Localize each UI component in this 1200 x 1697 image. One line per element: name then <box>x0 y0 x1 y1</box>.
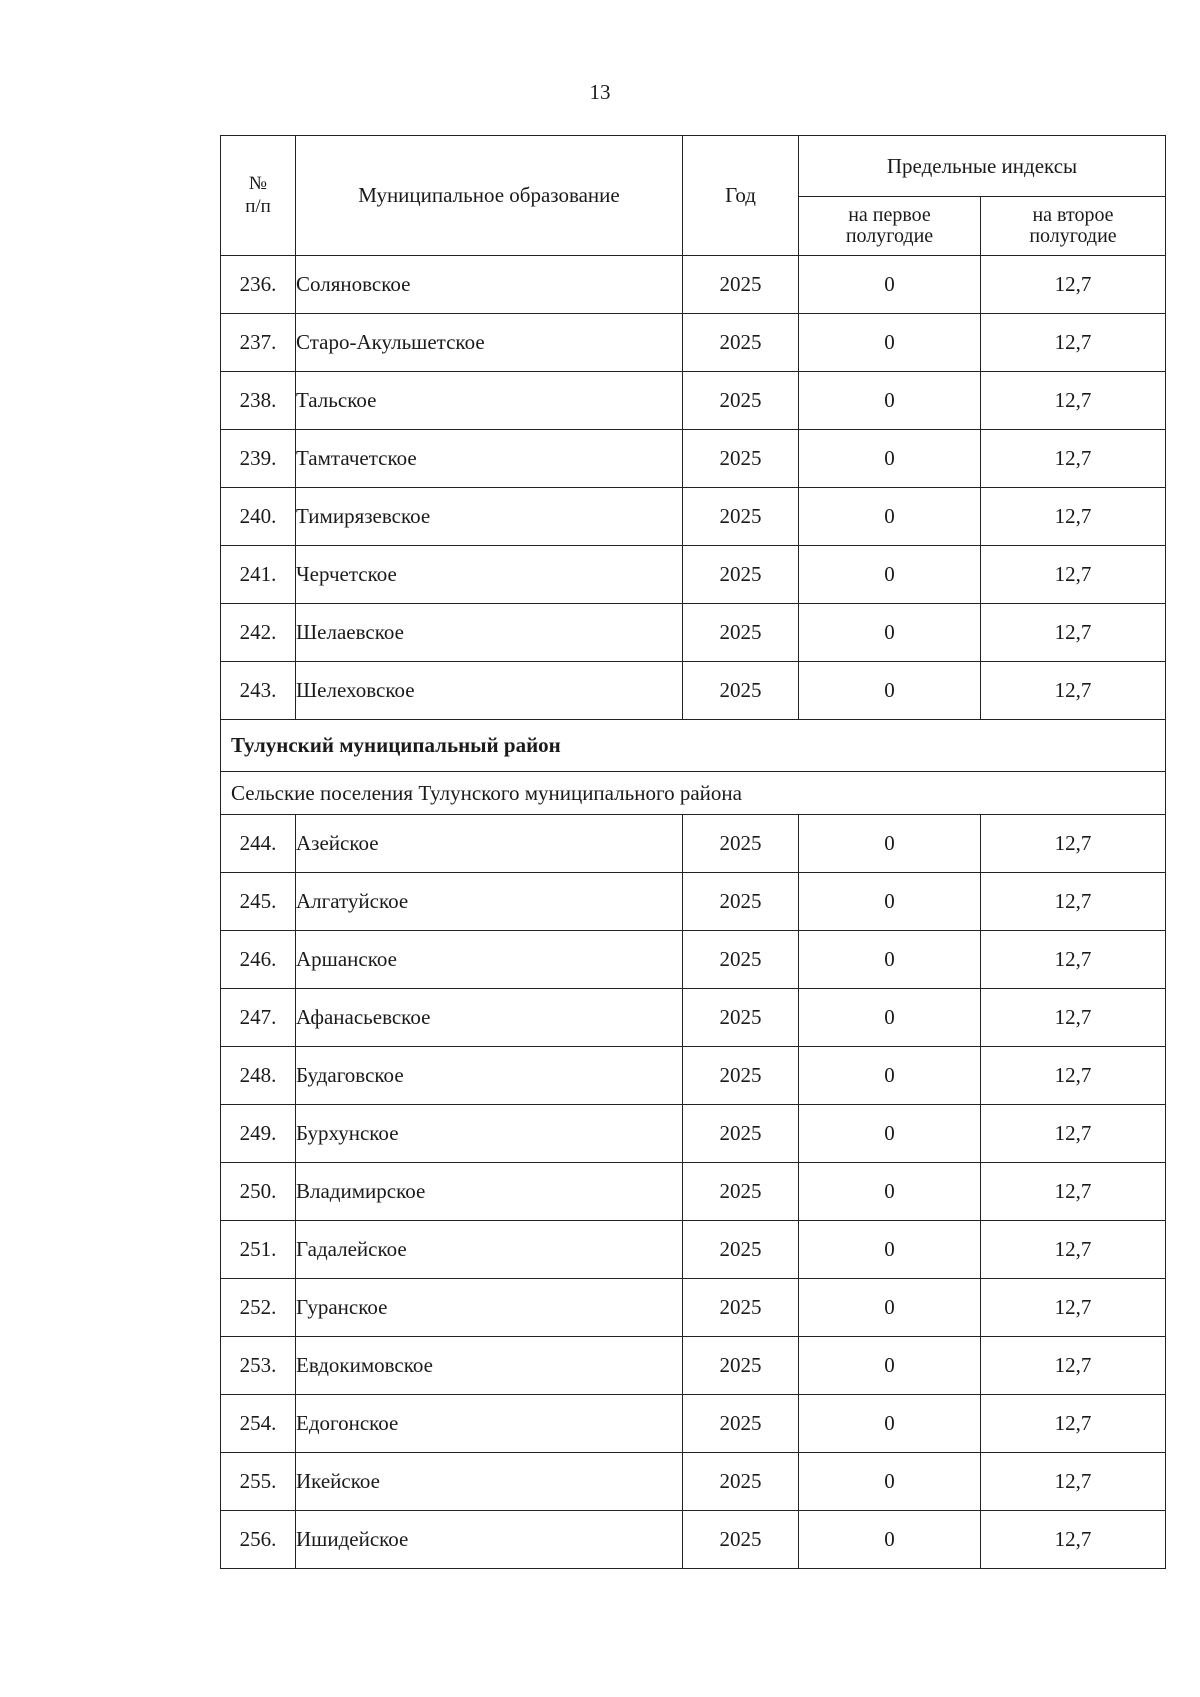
second-half-index: 12,7 <box>981 1047 1166 1105</box>
row-number: 245. <box>221 873 296 931</box>
municipality-name: Тамтачетское <box>296 430 683 488</box>
table-row <box>221 604 1166 662</box>
column-header-first-half <box>799 197 981 256</box>
table-row <box>221 873 1166 931</box>
row-number: 254. <box>221 1395 296 1453</box>
second-half-index: 12,7 <box>981 256 1166 314</box>
row-number: 238. <box>221 372 296 430</box>
second-half-index: 12,7 <box>981 430 1166 488</box>
municipality-name: Тимирязевское <box>296 488 683 546</box>
municipality-name: Шелеховское <box>296 662 683 720</box>
municipality-name: Евдокимовское <box>296 1337 683 1395</box>
year-cell: 2025 <box>683 604 799 662</box>
table-row <box>221 1453 1166 1511</box>
year-cell: 2025 <box>683 1395 799 1453</box>
table-row <box>221 1163 1166 1221</box>
table-row <box>221 1337 1166 1395</box>
row-number: 243. <box>221 662 296 720</box>
row-number: 248. <box>221 1047 296 1105</box>
row-number: 249. <box>221 1105 296 1163</box>
municipality-name: Икейское <box>296 1453 683 1511</box>
first-half-index: 0 <box>799 1221 981 1279</box>
first-half-index: 0 <box>799 931 981 989</box>
first-half-index: 0 <box>799 488 981 546</box>
row-number: 237. <box>221 314 296 372</box>
municipality-name: Гуранское <box>296 1279 683 1337</box>
group-row <box>221 720 1166 772</box>
row-number: 240. <box>221 488 296 546</box>
row-number: 239. <box>221 430 296 488</box>
municipality-name: Шелаевское <box>296 604 683 662</box>
year-cell: 2025 <box>683 662 799 720</box>
header-second-half-line1: на второе <box>1032 204 1114 226</box>
row-number: 255. <box>221 1453 296 1511</box>
year-cell: 2025 <box>683 1047 799 1105</box>
table-row <box>221 1047 1166 1105</box>
municipality-name: Владимирское <box>296 1163 683 1221</box>
row-number: 251. <box>221 1221 296 1279</box>
subgroup-title: Сельские поселения Тулунского муниципального района <box>221 772 1166 815</box>
table-row <box>221 372 1166 430</box>
row-number: 236. <box>221 256 296 314</box>
first-half-index: 0 <box>799 873 981 931</box>
municipality-name: Едогонское <box>296 1395 683 1453</box>
table-row <box>221 430 1166 488</box>
second-half-index: 12,7 <box>981 1511 1166 1569</box>
second-half-index: 12,7 <box>981 931 1166 989</box>
row-number: 256. <box>221 1511 296 1569</box>
row-number: 247. <box>221 989 296 1047</box>
first-half-index: 0 <box>799 1163 981 1221</box>
second-half-index: 12,7 <box>981 815 1166 873</box>
year-cell: 2025 <box>683 1337 799 1395</box>
year-cell: 2025 <box>683 1163 799 1221</box>
municipality-name: Алгатуйское <box>296 873 683 931</box>
municipality-name: Соляновское <box>296 256 683 314</box>
row-number: 252. <box>221 1279 296 1337</box>
first-half-index: 0 <box>799 989 981 1047</box>
year-cell: 2025 <box>683 372 799 430</box>
table-row <box>221 256 1166 314</box>
table-row <box>221 488 1166 546</box>
municipality-name: Бурхунское <box>296 1105 683 1163</box>
second-half-index: 12,7 <box>981 1221 1166 1279</box>
table-row <box>221 1105 1166 1163</box>
second-half-index: 12,7 <box>981 1105 1166 1163</box>
header-number-line1: № <box>248 172 268 194</box>
table-row <box>221 546 1166 604</box>
year-cell: 2025 <box>683 989 799 1047</box>
header-number-line2: п/п <box>245 195 271 217</box>
second-half-index: 12,7 <box>981 1279 1166 1337</box>
second-half-index: 12,7 <box>981 546 1166 604</box>
first-half-index: 0 <box>799 546 981 604</box>
year-cell: 2025 <box>683 430 799 488</box>
second-half-index: 12,7 <box>981 989 1166 1047</box>
second-half-index: 12,7 <box>981 1453 1166 1511</box>
second-half-index: 12,7 <box>981 873 1166 931</box>
second-half-index: 12,7 <box>981 1395 1166 1453</box>
year-cell: 2025 <box>683 256 799 314</box>
table-row <box>221 1395 1166 1453</box>
municipality-name: Старо-Акульшетское <box>296 314 683 372</box>
header-second-half-line2: полугодие <box>1029 225 1117 247</box>
municipality-name: Аршанское <box>296 931 683 989</box>
year-cell: 2025 <box>683 1453 799 1511</box>
second-half-index: 12,7 <box>981 314 1166 372</box>
year-cell: 2025 <box>683 314 799 372</box>
year-cell: 2025 <box>683 1279 799 1337</box>
second-half-index: 12,7 <box>981 662 1166 720</box>
year-cell: 2025 <box>683 873 799 931</box>
row-number: 246. <box>221 931 296 989</box>
first-half-index: 0 <box>799 1395 981 1453</box>
year-cell: 2025 <box>683 815 799 873</box>
second-half-index: 12,7 <box>981 488 1166 546</box>
first-half-index: 0 <box>799 1105 981 1163</box>
second-half-index: 12,7 <box>981 1163 1166 1221</box>
first-half-index: 0 <box>799 1453 981 1511</box>
column-header-year: Год <box>683 136 799 256</box>
table-row <box>221 815 1166 873</box>
column-header-limit-indices: Предельные индексы <box>799 136 1166 197</box>
column-header-second-half <box>981 197 1166 256</box>
first-half-index: 0 <box>799 1047 981 1105</box>
table-row <box>221 989 1166 1047</box>
first-half-index: 0 <box>799 1337 981 1395</box>
year-cell: 2025 <box>683 931 799 989</box>
row-number: 250. <box>221 1163 296 1221</box>
header-first-half-line2: полугодие <box>845 225 934 247</box>
row-number: 242. <box>221 604 296 662</box>
group-title: Тулунский муниципальный район <box>221 720 1166 772</box>
year-cell: 2025 <box>683 488 799 546</box>
table-group-section <box>221 720 1166 815</box>
table-body-bottom <box>221 815 1166 1569</box>
second-half-index: 12,7 <box>981 372 1166 430</box>
year-cell: 2025 <box>683 1221 799 1279</box>
municipality-name: Черчетское <box>296 546 683 604</box>
header-first-half-line1: на первое <box>848 204 931 226</box>
table-row <box>221 1511 1166 1569</box>
table-row <box>221 1221 1166 1279</box>
first-half-index: 0 <box>799 256 981 314</box>
price-index-table <box>220 135 1166 1569</box>
first-half-index: 0 <box>799 1279 981 1337</box>
table-body-top <box>221 256 1166 720</box>
first-half-index: 0 <box>799 430 981 488</box>
year-cell: 2025 <box>683 1105 799 1163</box>
first-half-index: 0 <box>799 372 981 430</box>
first-half-index: 0 <box>799 314 981 372</box>
column-header-number <box>221 136 296 256</box>
row-number: 244. <box>221 815 296 873</box>
second-half-index: 12,7 <box>981 604 1166 662</box>
municipality-name: Ишидейское <box>296 1511 683 1569</box>
column-header-municipality: Муниципальное образование <box>296 136 683 256</box>
subgroup-row <box>221 772 1166 815</box>
table-row <box>221 931 1166 989</box>
first-half-index: 0 <box>799 1511 981 1569</box>
first-half-index: 0 <box>799 662 981 720</box>
municipality-name: Азейское <box>296 815 683 873</box>
municipality-name: Афанасьевское <box>296 989 683 1047</box>
table-row <box>221 662 1166 720</box>
first-half-index: 0 <box>799 815 981 873</box>
table-row <box>221 1279 1166 1337</box>
row-number: 241. <box>221 546 296 604</box>
row-number: 253. <box>221 1337 296 1395</box>
page-number: 13 <box>589 80 611 104</box>
second-half-index: 12,7 <box>981 1337 1166 1395</box>
municipality-name: Гадалейское <box>296 1221 683 1279</box>
year-cell: 2025 <box>683 546 799 604</box>
year-cell: 2025 <box>683 1511 799 1569</box>
first-half-index: 0 <box>799 604 981 662</box>
municipality-name: Тальское <box>296 372 683 430</box>
municipality-name: Будаговское <box>296 1047 683 1105</box>
table-row <box>221 314 1166 372</box>
